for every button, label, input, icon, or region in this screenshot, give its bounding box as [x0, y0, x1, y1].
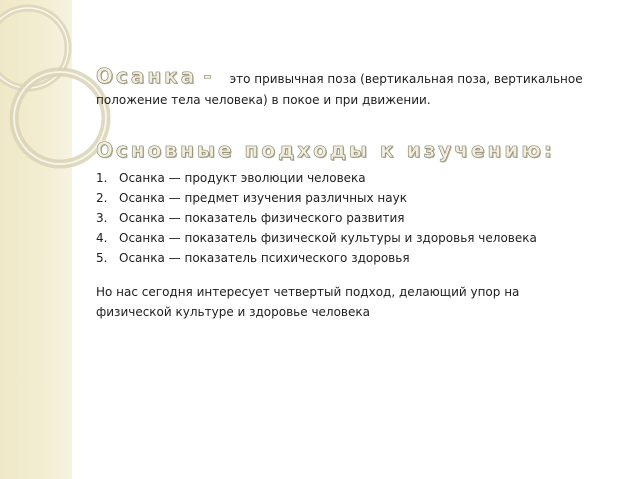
list-item: 2. Осанка — предмет изучения различных наук: [96, 191, 407, 205]
list-item: 3. Осанка — показатель физического развития: [96, 211, 405, 225]
subtitle-heading: Основные подходы к изучению:: [96, 138, 555, 162]
list-item: 4. Осанка — показатель физической культуры и здоровья человека: [96, 231, 537, 245]
list-item: 1. Осанка — продукт эволюции человека: [96, 171, 366, 185]
title-line: [96, 64, 583, 88]
definition-line-2: положение тела человека) в покое и при движении.: [96, 93, 431, 107]
conclusion-paragraph: [96, 282, 596, 322]
definition-line-1: это привычная поза (вертикальная поза, вертикальное: [229, 72, 583, 86]
approaches-list: [96, 168, 537, 268]
title-dash: -: [203, 64, 212, 88]
list-item: 5. Осанка — показатель психического здоровья: [96, 251, 410, 265]
conclusion-line-1: Но нас сегодня интересует четвертый подход, делающий упор на: [96, 285, 520, 299]
term-heading: Осанка: [96, 64, 198, 88]
conclusion-line-2: физической культуре и здоровье человека: [96, 305, 370, 319]
